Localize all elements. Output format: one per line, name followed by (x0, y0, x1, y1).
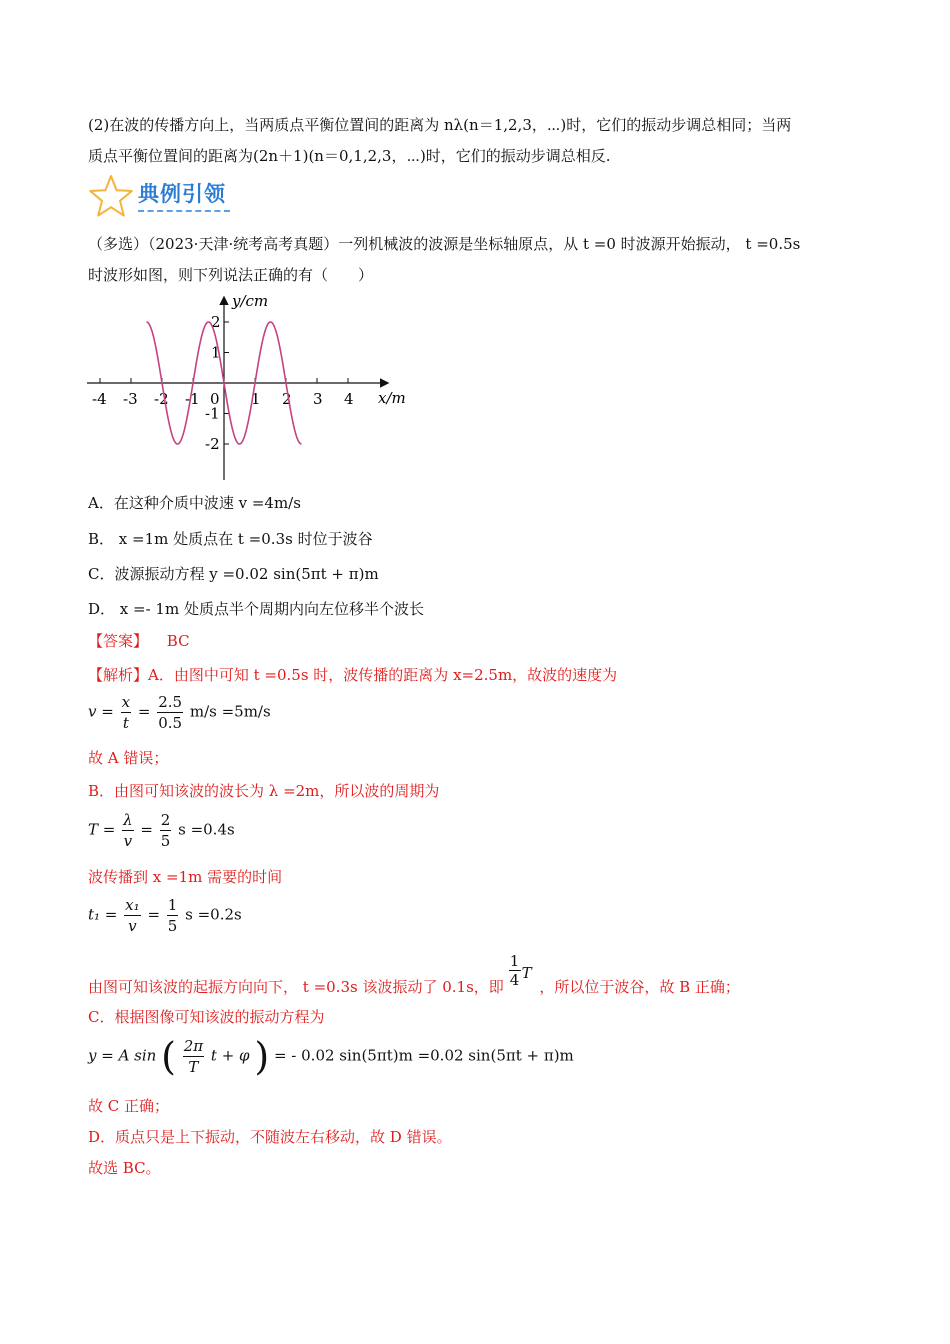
y-tick-label: 2 (211, 313, 221, 331)
frac-1-5 (167, 895, 179, 936)
t-left: t₁ = (88, 905, 118, 924)
frac-x-t (121, 692, 131, 733)
x-tick-label: -4 (92, 390, 107, 408)
frac-den: 4 (509, 971, 520, 989)
quarter-T (509, 952, 535, 992)
analysis-a-text: A．由图中可知 t =0.5s 时，波传播的距离为 x=2.5m，故波的速度为 (148, 666, 618, 684)
equation-vibration (88, 1036, 574, 1077)
question-line-2: 时波形如图，则下列说法正确的有（ ） (88, 266, 374, 284)
equation-period (88, 810, 235, 851)
frac-den: 0.5 (158, 714, 183, 732)
frac-num: 1 (509, 952, 520, 970)
eq-tail: = - 0.02 sin(5πt)m =0.02 sin(5πt + π)m (273, 1046, 574, 1065)
equation-velocity (88, 692, 271, 733)
equals-sign: = (137, 702, 151, 721)
frac-2pi-T (183, 1036, 204, 1077)
analysis-b-line: B．由图可知该波的波长为 λ =2m，所以波的周期为 (88, 782, 440, 800)
frac-den: v (123, 832, 133, 850)
x-tick-label: -1 (185, 390, 200, 408)
analysis-final: 故选 BC。 (88, 1159, 161, 1177)
frac-num: x₁ (125, 896, 140, 914)
x-tick-label: 0 (210, 390, 220, 408)
star-icon (88, 174, 134, 218)
analysis-d-line: D．质点只是上下振动，不随波左右移动，故 D 错误。 (88, 1128, 452, 1146)
analysis-c-conclusion: 故 C 正确； (88, 1097, 170, 1115)
frac-num: 2.5 (158, 693, 183, 711)
analysis-label: 【解析】 (88, 666, 149, 684)
intro-line-2: 质点平衡位置间的距离为(2n＋1)(n＝0,1,2,3，⋯)时，它们的振动步调总相反. (88, 147, 611, 165)
quarter-T-symbol: T (521, 964, 532, 982)
analysis-c-line: C．根据图像可知该波的振动方程为 (88, 1008, 325, 1026)
option-d: D． x =- 1m 处质点半个周期内向左位移半个波长 (88, 600, 424, 618)
option-b: B． x =1m 处质点在 t =0.3s 时位于波谷 (88, 530, 373, 548)
frac-2.5-0.5 (157, 692, 183, 733)
frac-den: 5 (160, 832, 171, 850)
analysis-b-conclusion (88, 952, 740, 998)
frac-lambda-v (122, 810, 134, 851)
x-tick-label: 4 (344, 390, 354, 408)
paren-close: ) (254, 1034, 270, 1079)
T-left: T = (88, 820, 116, 839)
frac-num: 2 (160, 811, 171, 829)
frac-num: 2π (183, 1037, 204, 1055)
frac-x1-v (124, 895, 140, 936)
y-tick-label: -1 (205, 404, 220, 423)
analysis-reach-line: 波传播到 x =1m 需要的时间 (88, 868, 283, 886)
t-tail: s =0.2s (185, 905, 242, 924)
frac-2-5 (160, 810, 172, 851)
v-left: v = (88, 702, 114, 721)
frac-den: v (128, 917, 137, 935)
answer-value: BC (166, 632, 190, 650)
b-conc-part2: ，所以位于波谷，故 B 正确； (539, 978, 740, 996)
section-underline (138, 210, 230, 212)
option-c: C．波源振动方程 y =0.02 sin(5πt + π)m (88, 565, 379, 583)
wave-graph (82, 290, 422, 490)
frac-num: 1 (167, 896, 178, 914)
v-tail: m/s =5m/s (189, 702, 271, 721)
equals-sign: = (147, 905, 161, 924)
section-title: 典例引领 (138, 182, 226, 206)
x-axis-label: x/m (378, 389, 406, 407)
analysis-a-conclusion: 故 A 错误； (88, 749, 169, 767)
frac-den: 5 (167, 917, 178, 935)
x-tick-label: -2 (154, 390, 169, 408)
y-tick-label: -2 (205, 435, 220, 453)
y-axis-label: y/cm (232, 292, 269, 310)
b-conc-part1: 由图可知该波的起振方向向下， t =0.3s 该波振动了 0.1s，即 (88, 978, 504, 996)
question-line-1: （多选）（2023·天津·统考高考真题）一列机械波的波源是坐标轴原点，从 t =0 时波源开始振动， t =0.5s (88, 235, 801, 253)
frac-den: T (188, 1058, 199, 1076)
x-tick-label: 1 (251, 390, 261, 408)
section-header (88, 172, 248, 220)
frac-num: λ (123, 811, 133, 829)
quarter-frac (509, 952, 521, 989)
x-tick-label: 3 (313, 390, 323, 408)
y-tick-label: 1 (211, 343, 221, 362)
equals-sign: = (140, 820, 153, 839)
x-tick-label: 2 (282, 390, 292, 408)
T-tail: s =0.4s (178, 820, 235, 839)
intro-line-1: (2)在波的传播方向上，当两质点平衡位置间的距离为 nλ(n＝1,2,3，⋯)时，它们的振动步调总相同；当两 (88, 116, 792, 134)
paren-open: ( (161, 1034, 176, 1079)
frac-num: x (121, 693, 131, 711)
analysis-a-line (88, 664, 617, 686)
eq-y: y = A sin (88, 1046, 157, 1065)
equation-time (88, 895, 242, 936)
frac-den: t (122, 714, 129, 732)
eq-mid: t + φ (210, 1046, 250, 1065)
option-a: A．在这种介质中波速 v =4m/s (88, 494, 301, 512)
x-tick-label: -3 (123, 390, 138, 408)
answer-row (88, 630, 190, 652)
answer-label: 【答案】 (88, 632, 149, 650)
